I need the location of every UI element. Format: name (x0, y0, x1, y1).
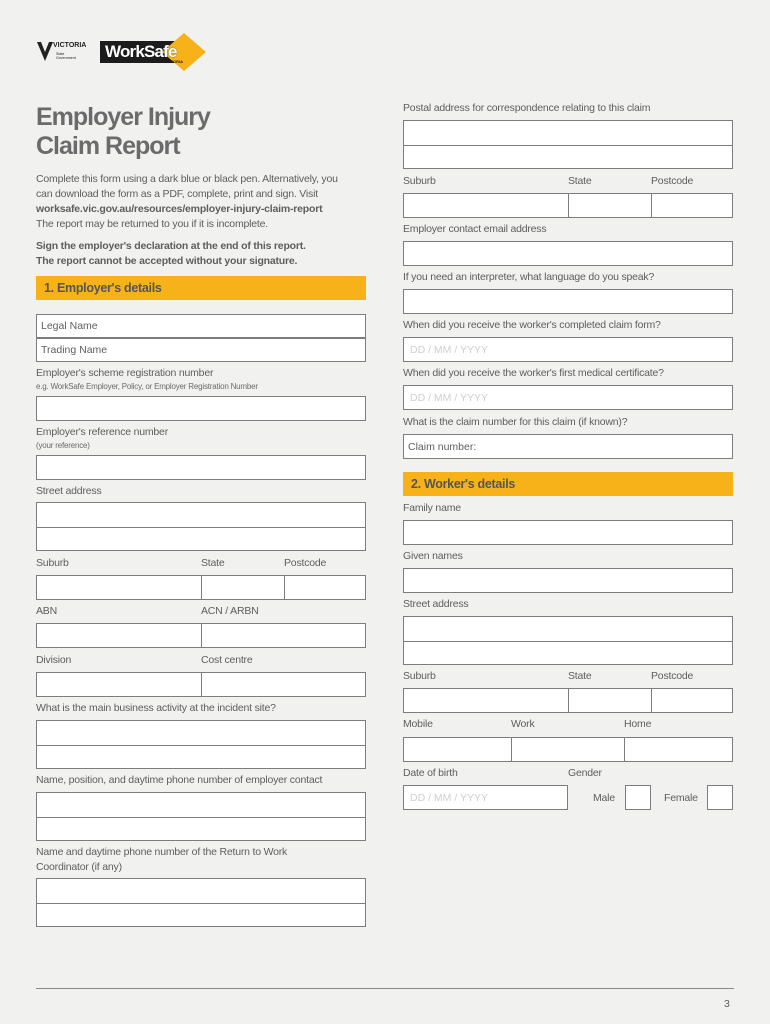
reference-number-field[interactable] (36, 455, 366, 480)
employer-contact-input-1[interactable] (37, 793, 365, 817)
section-worker-details-heading-text: 2. Worker's details (411, 477, 516, 491)
female-checkbox[interactable] (707, 785, 733, 810)
mobile-input[interactable] (404, 738, 512, 761)
claim-form-date-field[interactable] (403, 337, 733, 362)
worksafe-logo-subtext: VICTORIA (164, 59, 184, 64)
employer-street-label: Street address (36, 485, 102, 497)
claim-number-label: Claim number: (408, 440, 477, 453)
postal-state-label: State (568, 175, 592, 187)
claim-form-date-input[interactable] (404, 338, 732, 361)
dob-input[interactable] (404, 786, 567, 809)
victoria-logo (36, 40, 87, 64)
page-title (36, 103, 210, 161)
dob-label: Date of birth (403, 767, 458, 779)
worker-suburb-input[interactable] (404, 689, 569, 712)
worker-postcode-label: Postcode (651, 670, 694, 682)
claim-form-date-label: When did you receive the worker's completed claim form? (403, 319, 661, 331)
employer-street-input-2[interactable] (37, 528, 365, 552)
male-checkbox[interactable] (625, 785, 651, 810)
acn-label: ACN / ARBN (201, 605, 259, 617)
intro-line4: The report may be returned to you if it is incomplete. (36, 218, 268, 230)
footer-divider (36, 988, 734, 989)
male-label: Male (593, 792, 615, 804)
business-activity-input-1[interactable] (37, 721, 365, 745)
acn-input[interactable] (202, 624, 367, 647)
intro-line1: Complete this form using a dark blue or black pen. Alternatively, you (36, 173, 338, 185)
business-activity-input-2[interactable] (37, 746, 365, 770)
trading-name-input[interactable] (37, 339, 365, 361)
worker-postcode-input[interactable] (652, 689, 734, 712)
med-cert-date-input[interactable] (404, 386, 732, 409)
employer-street-input-1[interactable] (37, 503, 365, 527)
postal-suburb-input[interactable] (404, 194, 569, 217)
rtw-coordinator-field[interactable] (36, 878, 366, 927)
postal-suburb-label: Suburb (403, 175, 436, 187)
legal-name-field[interactable] (36, 314, 366, 338)
med-cert-date-label: When did you receive the worker's first medical certificate? (403, 367, 664, 379)
intro-warning-2: The report cannot be accepted without your signature. (36, 255, 298, 267)
scheme-number-hint: e.g. WorkSafe Employer, Policy, or Employer Registration Number (36, 382, 258, 391)
home-phone-input[interactable] (625, 738, 734, 761)
dob-field[interactable] (403, 785, 568, 810)
page-number: 3 (724, 998, 730, 1010)
claim-number-question: What is the claim number for this claim (if known)? (403, 416, 628, 428)
med-cert-date-field[interactable] (403, 385, 733, 410)
employer-contact-input-2[interactable] (37, 818, 365, 842)
claim-number-field[interactable] (403, 434, 733, 459)
postal-address-field[interactable] (403, 120, 733, 169)
given-names-input[interactable] (404, 569, 732, 592)
employer-postcode-input[interactable] (285, 576, 367, 599)
given-names-field[interactable] (403, 568, 733, 593)
given-names-label: Given names (403, 550, 463, 562)
trading-name-field[interactable] (36, 338, 366, 362)
legal-name-input[interactable] (37, 315, 365, 337)
worker-street-label: Street address (403, 598, 469, 610)
employer-state-input[interactable] (202, 576, 285, 599)
postal-postcode-label: Postcode (651, 175, 694, 187)
division-label: Division (36, 654, 72, 666)
abn-label: ABN (36, 605, 57, 617)
interpreter-input[interactable] (404, 290, 732, 313)
legal-name-label: Legal Name (41, 320, 98, 332)
reference-number-input[interactable] (37, 456, 365, 479)
contact-email-field[interactable] (403, 241, 733, 266)
contact-email-label: Employer contact email address (403, 223, 547, 235)
worksafe-logo-text: WorkSafe (105, 42, 177, 61)
employer-suburb-label: Suburb (36, 557, 69, 569)
rtw-coordinator-label-1: Name and daytime phone number of the Return to Work (36, 846, 288, 858)
claim-number-input[interactable] (404, 435, 732, 458)
worksafe-logo (100, 32, 208, 72)
contact-email-input[interactable] (404, 242, 732, 265)
postal-address-input-2[interactable] (404, 146, 732, 170)
employer-suburb-input[interactable] (37, 576, 202, 599)
employer-street-field[interactable] (36, 502, 366, 551)
section-worker-details-heading (403, 472, 733, 496)
victoria-logo-subtext: State Government (56, 52, 76, 60)
scheme-number-input[interactable] (37, 397, 365, 420)
employer-suburb-row[interactable] (36, 575, 366, 600)
worker-street-input-1[interactable] (404, 617, 732, 641)
business-activity-label: What is the main business activity at the incident site? (36, 702, 276, 714)
postal-suburb-row[interactable] (403, 193, 733, 218)
cost-centre-input[interactable] (202, 673, 367, 696)
rtw-coordinator-input-1[interactable] (37, 879, 365, 903)
business-activity-field[interactable] (36, 720, 366, 769)
victoria-logo-text: VICTORIA (53, 42, 87, 49)
trading-name-label: Trading Name (41, 344, 108, 356)
work-phone-input[interactable] (512, 738, 625, 761)
employer-state-label: State (201, 557, 225, 569)
reference-number-label: Employer's reference number (36, 426, 168, 438)
scheme-number-field[interactable] (36, 396, 366, 421)
worker-state-label: State (568, 670, 592, 682)
reference-number-hint: (your reference) (36, 441, 90, 450)
worker-state-input[interactable] (569, 689, 652, 712)
rtw-coordinator-input-2[interactable] (37, 904, 365, 928)
worker-suburb-row[interactable] (403, 688, 733, 713)
family-name-input[interactable] (404, 521, 732, 544)
worker-suburb-label: Suburb (403, 670, 436, 682)
postal-address-input-1[interactable] (404, 121, 732, 145)
page-title-line2: Claim Report (36, 132, 180, 160)
page-title-line1: Employer Injury (36, 103, 210, 131)
worker-street-input-2[interactable] (404, 642, 732, 666)
abn-acn-row[interactable] (36, 623, 366, 648)
gender-label: Gender (568, 767, 602, 779)
cost-centre-label: Cost centre (201, 654, 253, 666)
section-employer-details-heading (36, 276, 366, 300)
postal-state-input[interactable] (569, 194, 652, 217)
female-label: Female (664, 792, 698, 804)
scheme-number-label: Employer's scheme registration number (36, 367, 214, 379)
employer-postcode-label: Postcode (284, 557, 327, 569)
abn-input[interactable] (37, 624, 202, 647)
family-name-field[interactable] (403, 520, 733, 545)
section-employer-details-heading-text: 1. Employer's details (44, 281, 162, 295)
work-phone-label: Work (511, 718, 535, 730)
postal-address-label: Postal address for correspondence relating to this claim (403, 102, 651, 114)
postal-postcode-input[interactable] (652, 194, 734, 217)
home-phone-label: Home (624, 718, 652, 730)
worker-street-field[interactable] (403, 616, 733, 665)
intro-line2: can download the form as a PDF, complete, print and sign. Visit (36, 188, 318, 200)
employer-contact-label: Name, position, and daytime phone number of employer contact (36, 774, 323, 786)
intro-warning-1: Sign the employer's declaration at the end of this report. (36, 240, 306, 252)
phone-row[interactable] (403, 737, 733, 762)
division-cost-row[interactable] (36, 672, 366, 697)
intro-text (36, 172, 371, 269)
division-input[interactable] (37, 673, 202, 696)
interpreter-field[interactable] (403, 289, 733, 314)
intro-link[interactable]: worksafe.vic.gov.au/resources/employer-injury-claim-report (36, 203, 323, 215)
family-name-label: Family name (403, 502, 461, 514)
rtw-coordinator-label-2: Coordinator (if any) (36, 861, 122, 873)
interpreter-label: If you need an interpreter, what language do you speak? (403, 271, 655, 283)
employer-contact-field[interactable] (36, 792, 366, 841)
mobile-label: Mobile (403, 718, 433, 730)
